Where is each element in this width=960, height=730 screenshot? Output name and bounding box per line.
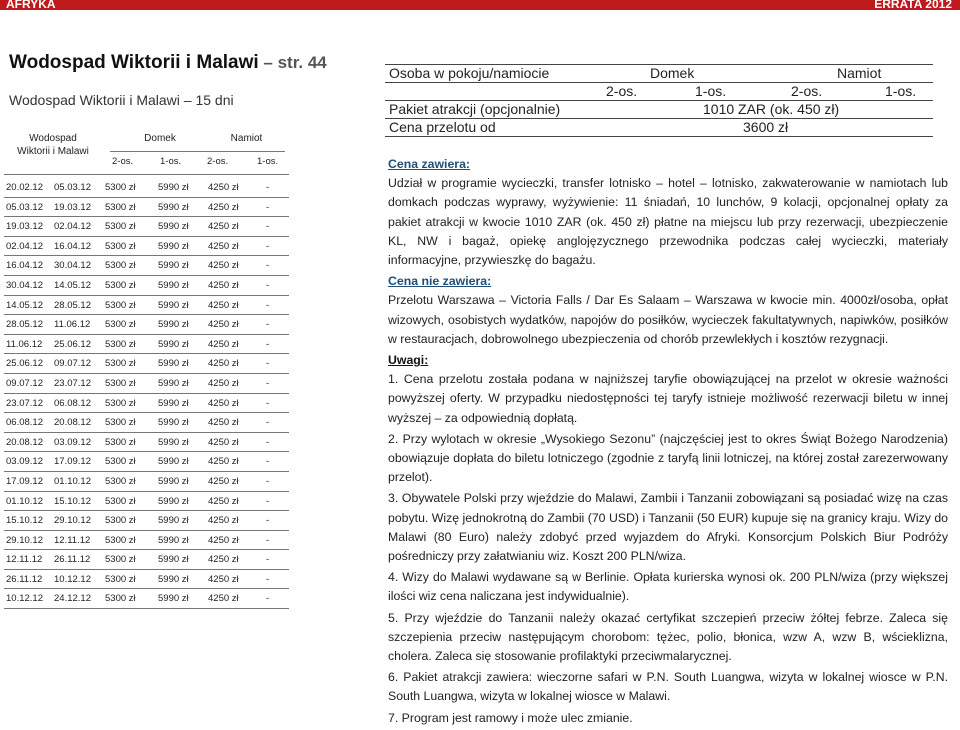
table-row xyxy=(4,315,289,335)
table-row xyxy=(4,511,289,531)
table-cell: 5990 zł xyxy=(158,593,189,605)
text-excluded: Przelotu Warszawa – Victoria Falls / Dar Es Salaam – Warszawa w kwocie min. 4000zł/osoba, opłat wizowych, osobistych wydatków, napojów do posiłków, wycieczek fakultatywnych, napiwków, posiłków w restauracjach, dobrowolnego ubezpieczenia od chorób przewlekłych i kosztów rezygnacji. xyxy=(388,293,948,346)
sub-domek-2os: 2-os. xyxy=(112,156,134,167)
header-section: AFRYKA xyxy=(6,0,56,11)
table-cell: 06.08.12 xyxy=(6,417,43,429)
title-main: Wodospad Wiktorii i Malawi xyxy=(9,52,259,73)
table-cell: 19.03.12 xyxy=(6,221,43,233)
summary-sub-4: 1-os. xyxy=(885,83,917,99)
table-cell: 02.04.12 xyxy=(54,221,91,233)
table-cell: 5300 zł xyxy=(105,593,136,605)
table-cell: - xyxy=(266,436,270,448)
table-cell: 26.11.12 xyxy=(54,554,91,566)
table-cell: 4250 zł xyxy=(208,573,239,585)
table-cell: 4250 zł xyxy=(208,515,239,527)
summary-row-sub xyxy=(385,83,933,101)
title-page: – str. 44 xyxy=(258,53,327,72)
table-cell: 4250 zł xyxy=(208,593,239,605)
table-row xyxy=(4,354,289,374)
table-cell: 5300 zł xyxy=(105,299,136,311)
table-cell: 5300 zł xyxy=(105,534,136,546)
table-cell: 17.09.12 xyxy=(54,456,91,468)
header-errata: ERRATA 2012 xyxy=(874,0,952,11)
table-cell: 5990 zł xyxy=(158,436,189,448)
summary-label-flight: Cena przelotu od xyxy=(389,119,496,135)
summary-value-package: 1010 ZAR (ok. 450 zł) xyxy=(703,101,840,117)
table-cell: 05.03.12 xyxy=(54,182,91,193)
note-5: 5. Przy wjeździe do Tanzanii należy okazać certyfikat szczepień przeciw żółtej febrze. Zaleca się szczepienia przeciw następującym chorobom: tężec, polio, błonica, wzw A, wzw B, wścieklizna, cholera. Zaleca się stosowanie profilaktyki przeciwmalarycznej. xyxy=(388,610,948,664)
table-cell: 01.10.12 xyxy=(6,495,43,507)
table-cell: 5990 zł xyxy=(158,377,189,389)
table-cell: 5300 zł xyxy=(105,201,136,213)
table-cell: 5300 zł xyxy=(105,260,136,272)
table-cell: 5990 zł xyxy=(158,573,189,585)
table-cell: 17.09.12 xyxy=(6,475,43,487)
table-cell: - xyxy=(266,358,270,370)
table-cell: 5990 zł xyxy=(158,475,189,487)
table-cell: 5990 zł xyxy=(158,240,189,252)
table-cell: 25.06.12 xyxy=(6,358,43,370)
table-cell: - xyxy=(266,573,270,585)
summary-sub-2: 1-os. xyxy=(695,83,727,99)
table-cell: 26.11.12 xyxy=(6,573,43,585)
table-cell: - xyxy=(266,417,270,429)
table-cell: 11.06.12 xyxy=(54,319,91,331)
table-cell: 06.08.12 xyxy=(54,397,91,409)
table-cell: 5300 zł xyxy=(105,436,136,448)
table-cell: 5990 zł xyxy=(158,201,189,213)
note-3: 3. Obywatele Polski przy wjeździe do Malawi, Zambii i Tanzanii zobowiązani są posiadać wizę na czas pobytu. Wizę jednokrotną do Zambii (70 USD) i Tanzanii (50 EUR) kupuje się na granicy kraju. Wizy do Malawi (80 Euro) należy zdobyć przed wyjazdem do Afryki. Konsorcjum Polskich Biur Podróży pośredniczy przy załatwianiu wiz. Koszt 200 PLN/wiza. xyxy=(388,491,948,564)
table-cell: 09.07.12 xyxy=(6,377,43,389)
table-cell: 14.05.12 xyxy=(54,279,91,291)
table-cell: 5300 zł xyxy=(105,456,136,468)
summary-row-flight xyxy=(385,119,933,137)
summary-sub-1: 2-os. xyxy=(606,83,638,99)
table-row xyxy=(4,296,289,316)
table-cell: 03.09.12 xyxy=(6,456,43,468)
table-cell: 5990 zł xyxy=(158,260,189,272)
table-cell: 12.11.12 xyxy=(6,554,43,566)
table-cell: 5990 zł xyxy=(158,338,189,350)
table-cell: 4250 zł xyxy=(208,240,239,252)
table-cell: - xyxy=(266,182,270,193)
table-cell: - xyxy=(266,279,270,291)
table-cell: 5990 zł xyxy=(158,456,189,468)
table-cell: 12.11.12 xyxy=(54,534,91,546)
table-row xyxy=(4,589,289,609)
table-cell: 5990 zł xyxy=(158,279,189,291)
table-cell: - xyxy=(266,221,270,233)
table-cell: 4250 zł xyxy=(208,554,239,566)
table-row xyxy=(4,452,289,472)
table-row xyxy=(4,550,289,570)
note-7: 7. Program jest ramowy i może ulec zmianie. xyxy=(388,710,633,725)
table-cell: 5990 zł xyxy=(158,397,189,409)
header-divider xyxy=(110,151,285,152)
table-cell: 14.05.12 xyxy=(6,299,43,311)
table-cell: 20.02.12 xyxy=(6,182,43,193)
table-row xyxy=(4,374,289,394)
summary-label-person: Osoba w pokoju/namiocie xyxy=(389,65,550,81)
table-cell: - xyxy=(266,593,270,605)
table-cell: 5300 zł xyxy=(105,573,136,585)
page-title xyxy=(9,52,327,74)
summary-header-domek: Domek xyxy=(650,65,695,81)
table-cell: 28.05.12 xyxy=(54,299,91,311)
table-cell: 5300 zł xyxy=(105,240,136,252)
table-cell: 4250 zł xyxy=(208,377,239,389)
table-cell: 5990 zł xyxy=(158,358,189,370)
table-cell: - xyxy=(266,397,270,409)
header-domek: Domek xyxy=(144,133,176,144)
table-cell: 5300 zł xyxy=(105,515,136,527)
table-cell: 5300 zł xyxy=(105,221,136,233)
table-cell: 4250 zł xyxy=(208,417,239,429)
table-row xyxy=(4,198,289,218)
table-cell: 25.06.12 xyxy=(54,338,91,350)
table-row xyxy=(4,256,289,276)
table-cell: 15.10.12 xyxy=(54,495,91,507)
table-cell: 10.12.12 xyxy=(54,573,91,585)
sub-namiot-2os: 2-os. xyxy=(207,156,229,167)
table-cell: 5300 zł xyxy=(105,338,136,350)
summary-price-table xyxy=(385,64,933,137)
heading-included: Cena zawiera: xyxy=(388,157,471,171)
header-namiot: Namiot xyxy=(230,133,263,144)
table-row xyxy=(4,276,289,296)
table-cell: - xyxy=(266,495,270,507)
table-row xyxy=(4,413,289,433)
heading-notes: Uwagi: xyxy=(388,353,429,368)
table-cell: 4250 zł xyxy=(208,279,239,291)
table-cell: 4250 zł xyxy=(208,358,239,370)
table-cell: 4250 zł xyxy=(208,201,239,213)
table-cell: 5990 zł xyxy=(158,534,189,546)
table-cell: - xyxy=(266,515,270,527)
table-cell: 4250 zł xyxy=(208,456,239,468)
table-cell: 5990 zł xyxy=(158,495,189,507)
summary-row-package xyxy=(385,101,933,119)
summary-sub-3: 2-os. xyxy=(791,83,823,99)
summary-value-flight: 3600 zł xyxy=(743,119,789,135)
note-1: 1. Cena przelotu została podana w najniższej taryfie obowiązującej na przelot w okresie ważności powyższej oferty. W przypadku niedostępności tej taryfy istnieje możliwość rezerwacji biletu w innej wyższej – za odpowiednią dopłatą. xyxy=(388,372,948,425)
table-cell: 5300 zł xyxy=(105,495,136,507)
table-cell: - xyxy=(266,456,270,468)
table-cell: 03.09.12 xyxy=(54,436,91,448)
table-row xyxy=(4,472,289,492)
table-row xyxy=(4,492,289,512)
header-bottom-line xyxy=(4,174,289,175)
table-cell: 4250 zł xyxy=(208,495,239,507)
table-cell: 10.12.12 xyxy=(6,593,43,605)
heading-excluded: Cena nie zawiera: xyxy=(388,274,492,289)
table-cell: 4250 zł xyxy=(208,534,239,546)
table-cell: 5990 zł xyxy=(158,319,189,331)
table-cell: 5300 zł xyxy=(105,417,136,429)
table-cell: - xyxy=(266,554,270,566)
table-cell: - xyxy=(266,240,270,252)
corner-line-2: Wiktorii i Malawi xyxy=(17,146,89,157)
table-cell: 4250 zł xyxy=(208,260,239,272)
table-cell: 20.08.12 xyxy=(6,436,43,448)
table-cell: 4250 zł xyxy=(208,319,239,331)
table-cell: 5300 zł xyxy=(105,358,136,370)
header-bar xyxy=(0,0,960,10)
table-row xyxy=(4,433,289,453)
table-cell: 4250 zł xyxy=(208,221,239,233)
page-subtitle: Wodospad Wiktorii i Malawi – 15 dni xyxy=(9,92,234,108)
table-row xyxy=(4,570,289,590)
offer-details xyxy=(388,155,948,730)
table-cell: 30.04.12 xyxy=(54,260,91,272)
table-cell: 05.03.12 xyxy=(6,201,43,213)
table-cell: 16.04.12 xyxy=(54,240,91,252)
table-cell: 5990 zł xyxy=(158,182,189,193)
note-4: 4. Wizy do Malawi wydawane są w Berlinie. Opłata kurierska wynosi ok. 200 PLN/wiza (przy większej ilości wiz cena naliczana jest indywidualnie). xyxy=(388,570,948,604)
table-cell: - xyxy=(266,534,270,546)
summary-label-package: Pakiet atrakcji (opcjonalnie) xyxy=(389,101,561,117)
table-cell: 5990 zł xyxy=(158,417,189,429)
table-row xyxy=(4,178,289,198)
table-cell: 5990 zł xyxy=(158,554,189,566)
table-cell: 19.03.12 xyxy=(54,201,91,213)
note-6: 6. Pakiet atrakcji zawiera: wieczorne safari w P.N. South Luangwa, wizyta w lokalnej wiosce w P.N. South Luangwa, wizyta w lokalnej wiosce w Malawi. xyxy=(388,670,948,704)
table-cell: - xyxy=(266,475,270,487)
table-cell: 5990 zł xyxy=(158,515,189,527)
table-cell: 23.07.12 xyxy=(54,377,91,389)
table-cell: 5300 zł xyxy=(105,319,136,331)
text-included: Udział w programie wycieczki, transfer lotnisko – hotel – lotnisko, zakwaterowanie w namiotach lub domkach podczas wyprawy, wyżywienie: 11 śniadań, 10 lunchów, 9 kolacji, opcjonalnej opłaty za pakiet atrakcji w kwocie 1010 ZAR (ok. 450 zł) płatne na miejscu lub przy rezerwacji, ubezpieczenie KL, NW i bagaż, opiekę anglojęzycznego przewodnika podczas całej wycieczki, materiały informacyjne, przywieszkę do bagażu. xyxy=(388,176,948,268)
table-cell: 4250 zł xyxy=(208,436,239,448)
table-cell: 4250 zł xyxy=(208,299,239,311)
summary-row-person xyxy=(385,64,933,83)
sub-namiot-1os: 1-os. xyxy=(257,156,279,167)
sub-domek-1os: 1-os. xyxy=(160,156,182,167)
table-row xyxy=(4,531,289,551)
table-cell: - xyxy=(266,377,270,389)
table-cell: 28.05.12 xyxy=(6,319,43,331)
table-body xyxy=(4,178,289,609)
table-cell: 16.04.12 xyxy=(6,260,43,272)
note-2: 2. Przy wylotach w okresie „Wysokiego Sezonu” (najczęściej jest to okres Świąt Bożego Narodzenia) obowiązuje dopłata do biletu lotniczego (zgodnie z taryfą linii lotniczej, na której został zarezerwowany przelot). xyxy=(388,431,948,485)
table-cell: 5990 zł xyxy=(158,221,189,233)
table-corner xyxy=(4,132,102,158)
table-cell: 5990 zł xyxy=(158,299,189,311)
table-cell: 5300 zł xyxy=(105,182,136,193)
table-cell: 11.06.12 xyxy=(6,338,43,350)
table-cell: 29.10.12 xyxy=(54,515,91,527)
table-cell: 15.10.12 xyxy=(6,515,43,527)
table-cell: 09.07.12 xyxy=(54,358,91,370)
table-row xyxy=(4,237,289,257)
table-cell: 4250 zł xyxy=(208,338,239,350)
table-cell: - xyxy=(266,299,270,311)
table-cell: 30.04.12 xyxy=(6,279,43,291)
table-row xyxy=(4,217,289,237)
table-cell: 4250 zł xyxy=(208,182,239,193)
table-cell: 5300 zł xyxy=(105,475,136,487)
table-cell: 20.08.12 xyxy=(54,417,91,429)
table-cell: 5300 zł xyxy=(105,377,136,389)
table-cell: 5300 zł xyxy=(105,279,136,291)
table-cell: 5300 zł xyxy=(105,554,136,566)
summary-header-namiot: Namiot xyxy=(837,65,882,81)
table-row xyxy=(4,394,289,414)
table-cell: 24.12.12 xyxy=(54,593,91,605)
table-cell: - xyxy=(266,319,270,331)
table-cell: 5300 zł xyxy=(105,397,136,409)
table-cell: - xyxy=(266,338,270,350)
table-row xyxy=(4,335,289,355)
table-cell: 23.07.12 xyxy=(6,397,43,409)
table-cell: 4250 zł xyxy=(208,475,239,487)
table-cell: 4250 zł xyxy=(208,397,239,409)
table-cell: - xyxy=(266,201,270,213)
table-cell: 01.10.12 xyxy=(54,475,91,487)
table-cell: 29.10.12 xyxy=(6,534,43,546)
corner-line-1: Wodospad xyxy=(29,133,77,144)
table-cell: - xyxy=(266,260,270,272)
table-cell: 02.04.12 xyxy=(6,240,43,252)
